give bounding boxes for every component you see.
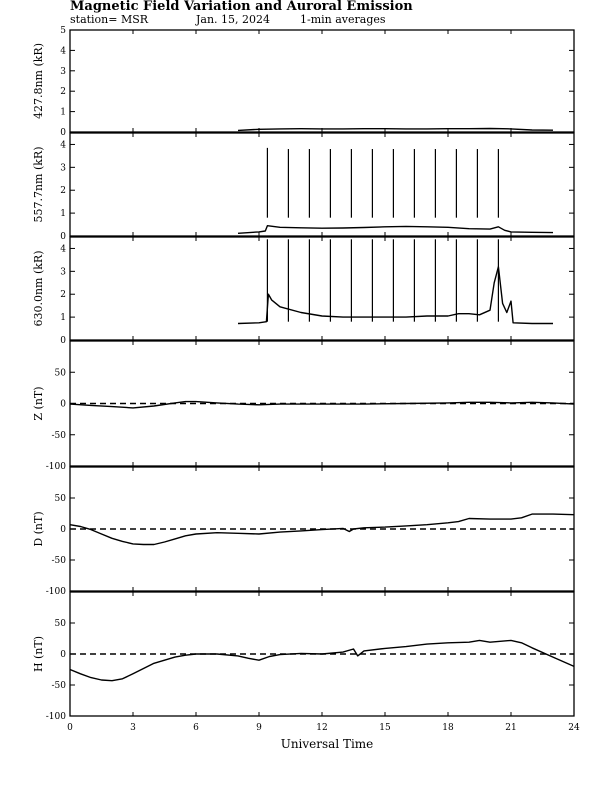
- y-tick-label: 2: [60, 186, 66, 197]
- y-tick-label: 0: [60, 525, 66, 535]
- y-tick-label: 50: [54, 619, 66, 629]
- y-tick-label: 1: [60, 209, 66, 220]
- panel-p6300: [32, 237, 574, 346]
- y-tick-label: 1: [60, 107, 66, 118]
- x-tick-label: 6: [193, 723, 199, 733]
- panel-frame: [70, 30, 574, 132]
- y-tick-label: 1: [60, 313, 66, 324]
- y-tick-label: -50: [51, 430, 66, 441]
- series-line-p5577: [238, 226, 553, 234]
- date-label: Jan. 15, 2024: [196, 13, 271, 26]
- y-axis-label: D (nT): [32, 511, 45, 547]
- averaging-label: 1-min averages: [300, 13, 386, 26]
- y-tick-label: 0: [60, 336, 66, 346]
- y-tick-label: 0: [60, 128, 66, 138]
- x-axis: [67, 723, 580, 733]
- y-tick-label: 0: [60, 232, 66, 242]
- panel-pZ: [32, 341, 574, 472]
- y-tick-label: 0: [60, 399, 66, 410]
- panel-pD: [32, 467, 574, 597]
- x-tick-label: 0: [67, 723, 73, 733]
- y-tick-label: 3: [60, 66, 66, 77]
- y-tick-label: 50: [54, 494, 66, 504]
- y-tick-label: -100: [45, 587, 66, 597]
- y-tick-label: 4: [60, 140, 66, 151]
- series-line-p4278: [238, 129, 553, 131]
- panel-p4278: [32, 26, 574, 138]
- x-tick-label: 3: [130, 723, 136, 733]
- series-line-pZ: [70, 402, 574, 408]
- y-tick-label: 3: [60, 267, 66, 278]
- y-tick-label: 0: [60, 650, 66, 660]
- series-line-pH: [70, 640, 574, 680]
- x-tick-label: 18: [442, 723, 454, 733]
- x-axis-label: Universal Time: [280, 737, 374, 751]
- y-axis-label: Z (nT): [32, 386, 45, 421]
- y-axis-label: 557.7nm (kR): [32, 146, 45, 223]
- y-tick-label: 3: [60, 163, 66, 174]
- y-tick-label: 4: [60, 244, 66, 255]
- x-tick-label: 24: [568, 723, 580, 733]
- y-axis-label: 630.0nm (kR): [32, 250, 45, 327]
- y-tick-label: 2: [60, 290, 66, 301]
- x-tick-label: 12: [316, 723, 328, 733]
- y-tick-label: -50: [51, 681, 66, 691]
- panel-p5577: [32, 133, 574, 242]
- series-line-p6300: [238, 267, 553, 324]
- y-axis-label: H (nT): [32, 635, 45, 673]
- chart-panels: [32, 26, 574, 722]
- y-tick-label: 50: [54, 368, 66, 379]
- y-axis-label: 427.8nm (kR): [32, 42, 45, 120]
- x-tick-label: 9: [256, 723, 262, 733]
- station-label: station= MSR: [70, 13, 149, 26]
- y-tick-label: 4: [60, 46, 66, 57]
- y-tick-label: -100: [45, 712, 66, 722]
- y-tick-label: 5: [60, 26, 66, 36]
- x-tick-label: 21: [505, 723, 517, 733]
- y-tick-label: -100: [45, 462, 66, 472]
- y-tick-label: 2: [60, 87, 66, 98]
- x-tick-label: 15: [379, 723, 391, 733]
- panel-pH: [32, 592, 574, 722]
- y-tick-label: -50: [51, 556, 66, 566]
- figure-title: Magnetic Field Variation and Auroral Emission: [70, 0, 413, 14]
